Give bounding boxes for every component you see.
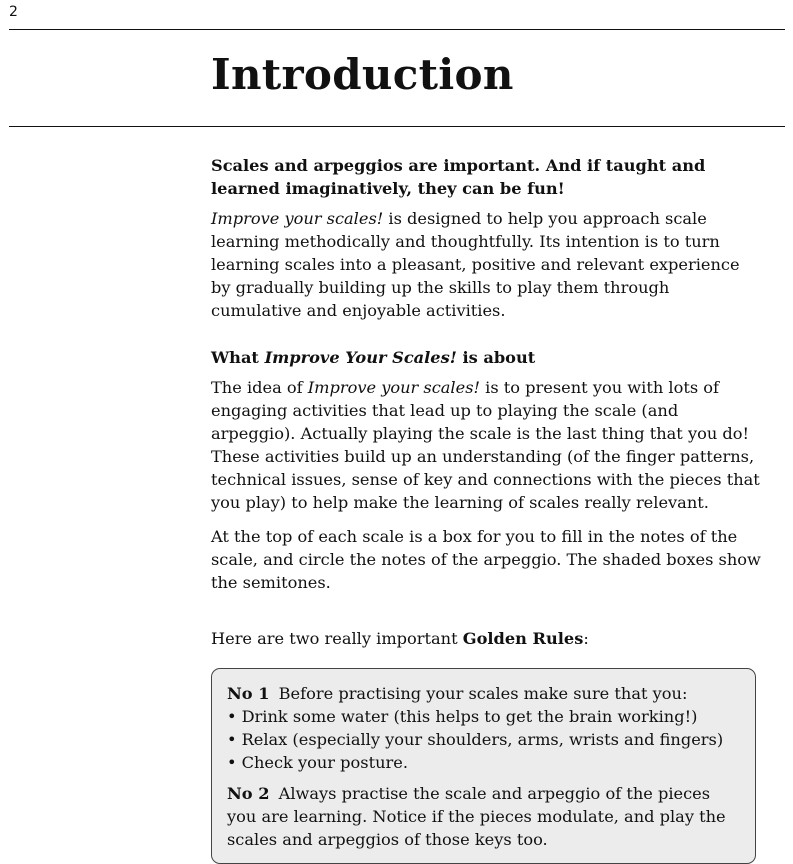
- about-para-text: is to present you with lots of engaging activities that lead up to playing the scale (and arpeggio). Actually playing the scale is the last thing that you do! These activities build up an understanding (of the finger patterns, technical issues, sense of key and connections with the pieces that you play) to help make the learning of scales really relevant.: [211, 378, 760, 512]
- page-number: 2: [9, 4, 18, 20]
- about-para-prefix: The idea of: [211, 378, 308, 397]
- about-paragraph-1: [211, 376, 763, 514]
- bullet-icon: •: [227, 730, 237, 749]
- main-content: [211, 154, 763, 864]
- rule-number: No 1: [227, 684, 270, 703]
- rule-text: Before practising your scales make sure that you:: [278, 684, 688, 703]
- golden-rules-intro-suffix: :: [583, 629, 589, 648]
- golden-rules-box: [211, 668, 756, 864]
- golden-rule-1: [227, 682, 740, 774]
- golden-rules-intro: [211, 627, 763, 650]
- about-book-title: Improve your scales!: [307, 378, 481, 397]
- rule-number: No 2: [227, 784, 270, 803]
- bullet-icon: •: [227, 707, 237, 726]
- list-item: [227, 705, 740, 728]
- list-item-text: Relax (especially your shoulders, arms, wrists and fingers): [241, 730, 724, 749]
- about-paragraph-2: At the top of each scale is a box for you to fill in the notes of the scale, and circle the notes of the arpeggio. The shaded boxes show the semitones.: [211, 527, 761, 592]
- book-title-italic: Improve your scales!: [211, 209, 384, 228]
- bullet-icon: •: [227, 753, 237, 772]
- header-rule-top: [9, 29, 785, 30]
- section-heading-about: [211, 346, 763, 369]
- header-rule-bottom: [9, 126, 785, 127]
- rule-1-bullet-list: [227, 705, 740, 774]
- list-item: [227, 751, 740, 774]
- intro-paragraph-text: is designed to help you approach scale learning methodically and thoughtfully. Its intention is to turn learning scales into a pleasant, positive and relevant experience by gradually building up the skills to play them through cumulative and enjoyable activities.: [211, 209, 740, 320]
- lead-paragraph: Scales and arpeggios are important. And if taught and learned imaginatively, they can be fun!: [211, 156, 706, 198]
- list-item: [227, 728, 740, 751]
- list-item-text: Check your posture.: [241, 753, 408, 772]
- intro-paragraph: [211, 207, 763, 322]
- golden-rules-intro-prefix: Here are two really important: [211, 629, 463, 648]
- heading-suffix: is about: [456, 348, 536, 367]
- golden-rule-2: [227, 782, 740, 851]
- golden-rules-label: Golden Rules: [462, 629, 584, 648]
- rule-text: Always practise the scale and arpeggio of the pieces you are learning. Notice if the pieces modulate, and play the scales and arpeggios of those keys too.: [227, 784, 726, 849]
- list-item-text: Drink some water (this helps to get the brain working!): [241, 707, 698, 726]
- page-title: Introduction: [211, 50, 514, 99]
- heading-book-title: Improve Your Scales!: [264, 348, 457, 367]
- heading-prefix: What: [211, 348, 265, 367]
